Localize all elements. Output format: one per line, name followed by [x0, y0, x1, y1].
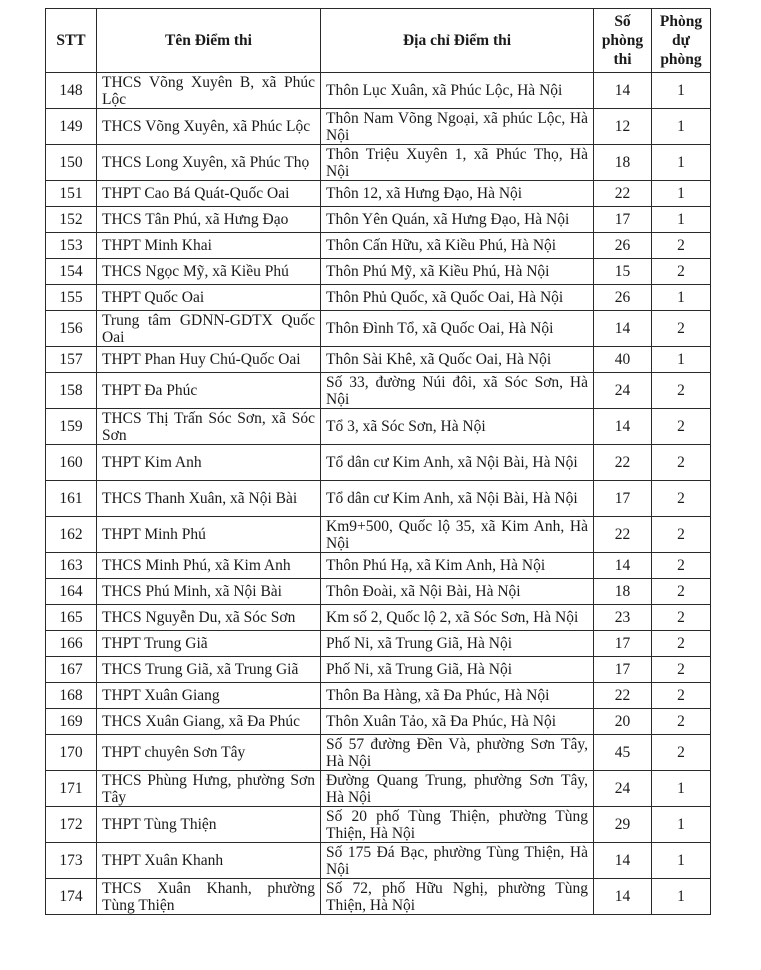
- cell-venue-address: Km số 2, Quốc lộ 2, xã Sóc Sơn, Hà Nội: [321, 605, 594, 631]
- cell-venue-address: Thôn Xuân Tảo, xã Đa Phúc, Hà Nội: [321, 709, 594, 735]
- cell-stt: 157: [46, 347, 97, 373]
- cell-spare-rooms: 2: [652, 481, 711, 517]
- table-row: [46, 373, 711, 409]
- cell-spare-rooms: 2: [652, 259, 711, 285]
- header-room-count-line-3: thi: [613, 51, 632, 68]
- cell-room-count: 29: [594, 807, 652, 843]
- header-venue-address: Địa chỉ Điểm thi: [321, 9, 594, 73]
- cell-venue-address: Thôn Đình Tổ, xã Quốc Oai, Hà Nội: [321, 311, 594, 347]
- cell-stt: 153: [46, 233, 97, 259]
- cell-venue-address: Thôn Yên Quán, xã Hưng Đạo, Hà Nội: [321, 207, 594, 233]
- cell-stt: 164: [46, 579, 97, 605]
- cell-spare-rooms: 2: [652, 553, 711, 579]
- table-row: [46, 771, 711, 807]
- header-spare-rooms-line-2: dự: [672, 32, 690, 49]
- cell-stt: 150: [46, 145, 97, 181]
- cell-room-count: 22: [594, 445, 652, 481]
- cell-stt: 156: [46, 311, 97, 347]
- cell-venue-address: Số 20 phố Tùng Thiện, phường Tùng Thiện, Hà Nội: [321, 807, 594, 843]
- cell-spare-rooms: 2: [652, 409, 711, 445]
- cell-room-count: 45: [594, 735, 652, 771]
- cell-stt: 158: [46, 373, 97, 409]
- cell-spare-rooms: 2: [652, 709, 711, 735]
- cell-venue-address: Phố Ni, xã Trung Giã, Hà Nội: [321, 657, 594, 683]
- cell-venue-name: THCS Nguyễn Du, xã Sóc Sơn: [97, 605, 321, 631]
- cell-stt: 154: [46, 259, 97, 285]
- cell-room-count: 17: [594, 481, 652, 517]
- table-row: [46, 347, 711, 373]
- cell-venue-address: Thôn Phủ Quốc, xã Quốc Oai, Hà Nội: [321, 285, 594, 311]
- cell-venue-name: Trung tâm GDNN-GDTX Quốc Oai: [97, 311, 321, 347]
- cell-spare-rooms: 1: [652, 843, 711, 879]
- cell-room-count: 24: [594, 771, 652, 807]
- cell-spare-rooms: 2: [652, 631, 711, 657]
- header-room-count: [594, 9, 652, 73]
- table-row: [46, 553, 711, 579]
- cell-spare-rooms: 1: [652, 207, 711, 233]
- cell-venue-address: Thôn Lục Xuân, xã Phúc Lộc, Hà Nội: [321, 73, 594, 109]
- table-row: [46, 631, 711, 657]
- cell-stt: 168: [46, 683, 97, 709]
- cell-spare-rooms: 1: [652, 285, 711, 311]
- table-row: [46, 481, 711, 517]
- table-row: [46, 843, 711, 879]
- cell-room-count: 12: [594, 109, 652, 145]
- cell-room-count: 20: [594, 709, 652, 735]
- header-spare-rooms-line-1: Phòng: [659, 13, 703, 30]
- cell-room-count: 26: [594, 233, 652, 259]
- cell-venue-name: THCS Võng Xuyên B, xã Phúc Lộc: [97, 73, 321, 109]
- cell-venue-name: THPT Xuân Giang: [97, 683, 321, 709]
- cell-stt: 171: [46, 771, 97, 807]
- cell-venue-name: THCS Xuân Khanh, phường Tùng Thiện: [97, 879, 321, 915]
- cell-room-count: 14: [594, 73, 652, 109]
- cell-stt: 174: [46, 879, 97, 915]
- cell-stt: 173: [46, 843, 97, 879]
- cell-venue-address: Đường Quang Trung, phường Sơn Tây, Hà Nội: [321, 771, 594, 807]
- cell-stt: 149: [46, 109, 97, 145]
- table-row: [46, 879, 711, 915]
- cell-spare-rooms: 2: [652, 657, 711, 683]
- cell-room-count: 17: [594, 657, 652, 683]
- cell-venue-address: Số 175 Đá Bạc, phường Tùng Thiện, Hà Nội: [321, 843, 594, 879]
- cell-venue-name: THPT Tùng Thiện: [97, 807, 321, 843]
- exam-venue-table: [45, 8, 711, 915]
- cell-room-count: 14: [594, 311, 652, 347]
- cell-spare-rooms: 2: [652, 445, 711, 481]
- cell-stt: 148: [46, 73, 97, 109]
- table-row: [46, 709, 711, 735]
- cell-venue-address: Số 57 đường Đền Và, phường Sơn Tây, Hà Nội: [321, 735, 594, 771]
- cell-spare-rooms: 1: [652, 347, 711, 373]
- cell-spare-rooms: 2: [652, 233, 711, 259]
- cell-venue-name: THPT Xuân Khanh: [97, 843, 321, 879]
- table-row: [46, 73, 711, 109]
- table-row: [46, 285, 711, 311]
- header-stt: STT: [46, 9, 97, 73]
- cell-venue-address: Thôn Phú Mỹ, xã Kiều Phú, Hà Nội: [321, 259, 594, 285]
- cell-stt: 169: [46, 709, 97, 735]
- cell-venue-address: Thôn Ba Hàng, xã Đa Phúc, Hà Nội: [321, 683, 594, 709]
- cell-room-count: 22: [594, 181, 652, 207]
- cell-stt: 159: [46, 409, 97, 445]
- cell-spare-rooms: 2: [652, 579, 711, 605]
- cell-stt: 170: [46, 735, 97, 771]
- cell-room-count: 14: [594, 553, 652, 579]
- cell-venue-name: THCS Tân Phú, xã Hưng Đạo: [97, 207, 321, 233]
- cell-venue-address: Số 33, đường Núi đôi, xã Sóc Sơn, Hà Nội: [321, 373, 594, 409]
- cell-venue-name: THCS Thanh Xuân, xã Nội Bài: [97, 481, 321, 517]
- cell-stt: 167: [46, 657, 97, 683]
- cell-room-count: 18: [594, 145, 652, 181]
- cell-room-count: 26: [594, 285, 652, 311]
- cell-stt: 172: [46, 807, 97, 843]
- cell-spare-rooms: 2: [652, 517, 711, 553]
- cell-venue-address: Phố Ni, xã Trung Giã, Hà Nội: [321, 631, 594, 657]
- table-row: [46, 605, 711, 631]
- table-row: [46, 109, 711, 145]
- cell-venue-name: THPT chuyên Sơn Tây: [97, 735, 321, 771]
- cell-spare-rooms: 1: [652, 807, 711, 843]
- cell-venue-name: THPT Quốc Oai: [97, 285, 321, 311]
- header-spare-rooms: [652, 9, 711, 73]
- cell-venue-name: THPT Minh Khai: [97, 233, 321, 259]
- cell-room-count: 22: [594, 517, 652, 553]
- header-room-count-line-2: phòng: [601, 32, 644, 49]
- cell-venue-name: THCS Phú Minh, xã Nội Bài: [97, 579, 321, 605]
- cell-venue-name: THCS Long Xuyên, xã Phúc Thọ: [97, 145, 321, 181]
- cell-venue-address: Thôn Đoài, xã Nội Bài, Hà Nội: [321, 579, 594, 605]
- cell-venue-name: THCS Phùng Hưng, phường Sơn Tây: [97, 771, 321, 807]
- cell-venue-name: THCS Ngọc Mỹ, xã Kiều Phú: [97, 259, 321, 285]
- table-row: [46, 181, 711, 207]
- cell-venue-address: Tổ dân cư Kim Anh, xã Nội Bài, Hà Nội: [321, 445, 594, 481]
- cell-venue-address: Thôn Phú Hạ, xã Kim Anh, Hà Nội: [321, 553, 594, 579]
- cell-room-count: 14: [594, 843, 652, 879]
- cell-venue-address: Km9+500, Quốc lộ 35, xã Kim Anh, Hà Nội: [321, 517, 594, 553]
- cell-stt: 166: [46, 631, 97, 657]
- cell-spare-rooms: 1: [652, 879, 711, 915]
- cell-venue-address: Thôn Triệu Xuyên 1, xã Phúc Thọ, Hà Nội: [321, 145, 594, 181]
- cell-room-count: 17: [594, 207, 652, 233]
- cell-room-count: 14: [594, 879, 652, 915]
- cell-venue-address: Thôn 12, xã Hưng Đạo, Hà Nội: [321, 181, 594, 207]
- table-row: [46, 517, 711, 553]
- cell-venue-name: THPT Kim Anh: [97, 445, 321, 481]
- header-venue-name: Tên Điểm thi: [97, 9, 321, 73]
- cell-spare-rooms: 2: [652, 605, 711, 631]
- cell-venue-name: THPT Phan Huy Chú-Quốc Oai: [97, 347, 321, 373]
- cell-venue-address: Thôn Cấn Hữu, xã Kiều Phú, Hà Nội: [321, 233, 594, 259]
- cell-spare-rooms: 2: [652, 683, 711, 709]
- header-room-count-line-1: Số: [614, 13, 631, 30]
- cell-venue-name: THCS Thị Trấn Sóc Sơn, xã Sóc Sơn: [97, 409, 321, 445]
- cell-stt: 152: [46, 207, 97, 233]
- cell-room-count: 23: [594, 605, 652, 631]
- cell-room-count: 22: [594, 683, 652, 709]
- table-row: [46, 145, 711, 181]
- cell-spare-rooms: 1: [652, 145, 711, 181]
- cell-room-count: 24: [594, 373, 652, 409]
- cell-venue-name: THCS Minh Phú, xã Kim Anh: [97, 553, 321, 579]
- cell-venue-address: Tổ 3, xã Sóc Sơn, Hà Nội: [321, 409, 594, 445]
- table-row: [46, 807, 711, 843]
- cell-stt: 163: [46, 553, 97, 579]
- cell-venue-address: Số 72, phố Hữu Nghị, phường Tùng Thiện, Hà Nội: [321, 879, 594, 915]
- cell-stt: 161: [46, 481, 97, 517]
- cell-spare-rooms: 2: [652, 311, 711, 347]
- cell-venue-name: THPT Trung Giã: [97, 631, 321, 657]
- cell-room-count: 40: [594, 347, 652, 373]
- cell-room-count: 14: [594, 409, 652, 445]
- cell-stt: 162: [46, 517, 97, 553]
- cell-room-count: 17: [594, 631, 652, 657]
- table-row: [46, 579, 711, 605]
- cell-spare-rooms: 1: [652, 73, 711, 109]
- cell-room-count: 18: [594, 579, 652, 605]
- table-row: [46, 311, 711, 347]
- cell-venue-name: THCS Võng Xuyên, xã Phúc Lộc: [97, 109, 321, 145]
- cell-spare-rooms: 1: [652, 181, 711, 207]
- table-row: [46, 735, 711, 771]
- table-row: [46, 683, 711, 709]
- table-row: [46, 657, 711, 683]
- cell-venue-name: THPT Cao Bá Quát-Quốc Oai: [97, 181, 321, 207]
- table-row: [46, 445, 711, 481]
- cell-stt: 160: [46, 445, 97, 481]
- cell-stt: 165: [46, 605, 97, 631]
- cell-venue-name: THPT Đa Phúc: [97, 373, 321, 409]
- cell-spare-rooms: 2: [652, 373, 711, 409]
- cell-spare-rooms: 2: [652, 735, 711, 771]
- table-row: [46, 233, 711, 259]
- table-row: [46, 409, 711, 445]
- cell-venue-address: Tổ dân cư Kim Anh, xã Nội Bài, Hà Nội: [321, 481, 594, 517]
- table-header-row: [46, 9, 711, 73]
- cell-venue-address: Thôn Sài Khê, xã Quốc Oai, Hà Nội: [321, 347, 594, 373]
- table-row: [46, 207, 711, 233]
- table-row: [46, 259, 711, 285]
- cell-venue-name: THCS Xuân Giang, xã Đa Phúc: [97, 709, 321, 735]
- cell-venue-address: Thôn Nam Võng Ngoại, xã phúc Lộc, Hà Nội: [321, 109, 594, 145]
- cell-room-count: 15: [594, 259, 652, 285]
- cell-spare-rooms: 1: [652, 771, 711, 807]
- cell-spare-rooms: 1: [652, 109, 711, 145]
- header-spare-rooms-line-3: phòng: [660, 51, 702, 68]
- cell-venue-name: THPT Minh Phú: [97, 517, 321, 553]
- cell-venue-name: THCS Trung Giã, xã Trung Giã: [97, 657, 321, 683]
- cell-stt: 151: [46, 181, 97, 207]
- cell-stt: 155: [46, 285, 97, 311]
